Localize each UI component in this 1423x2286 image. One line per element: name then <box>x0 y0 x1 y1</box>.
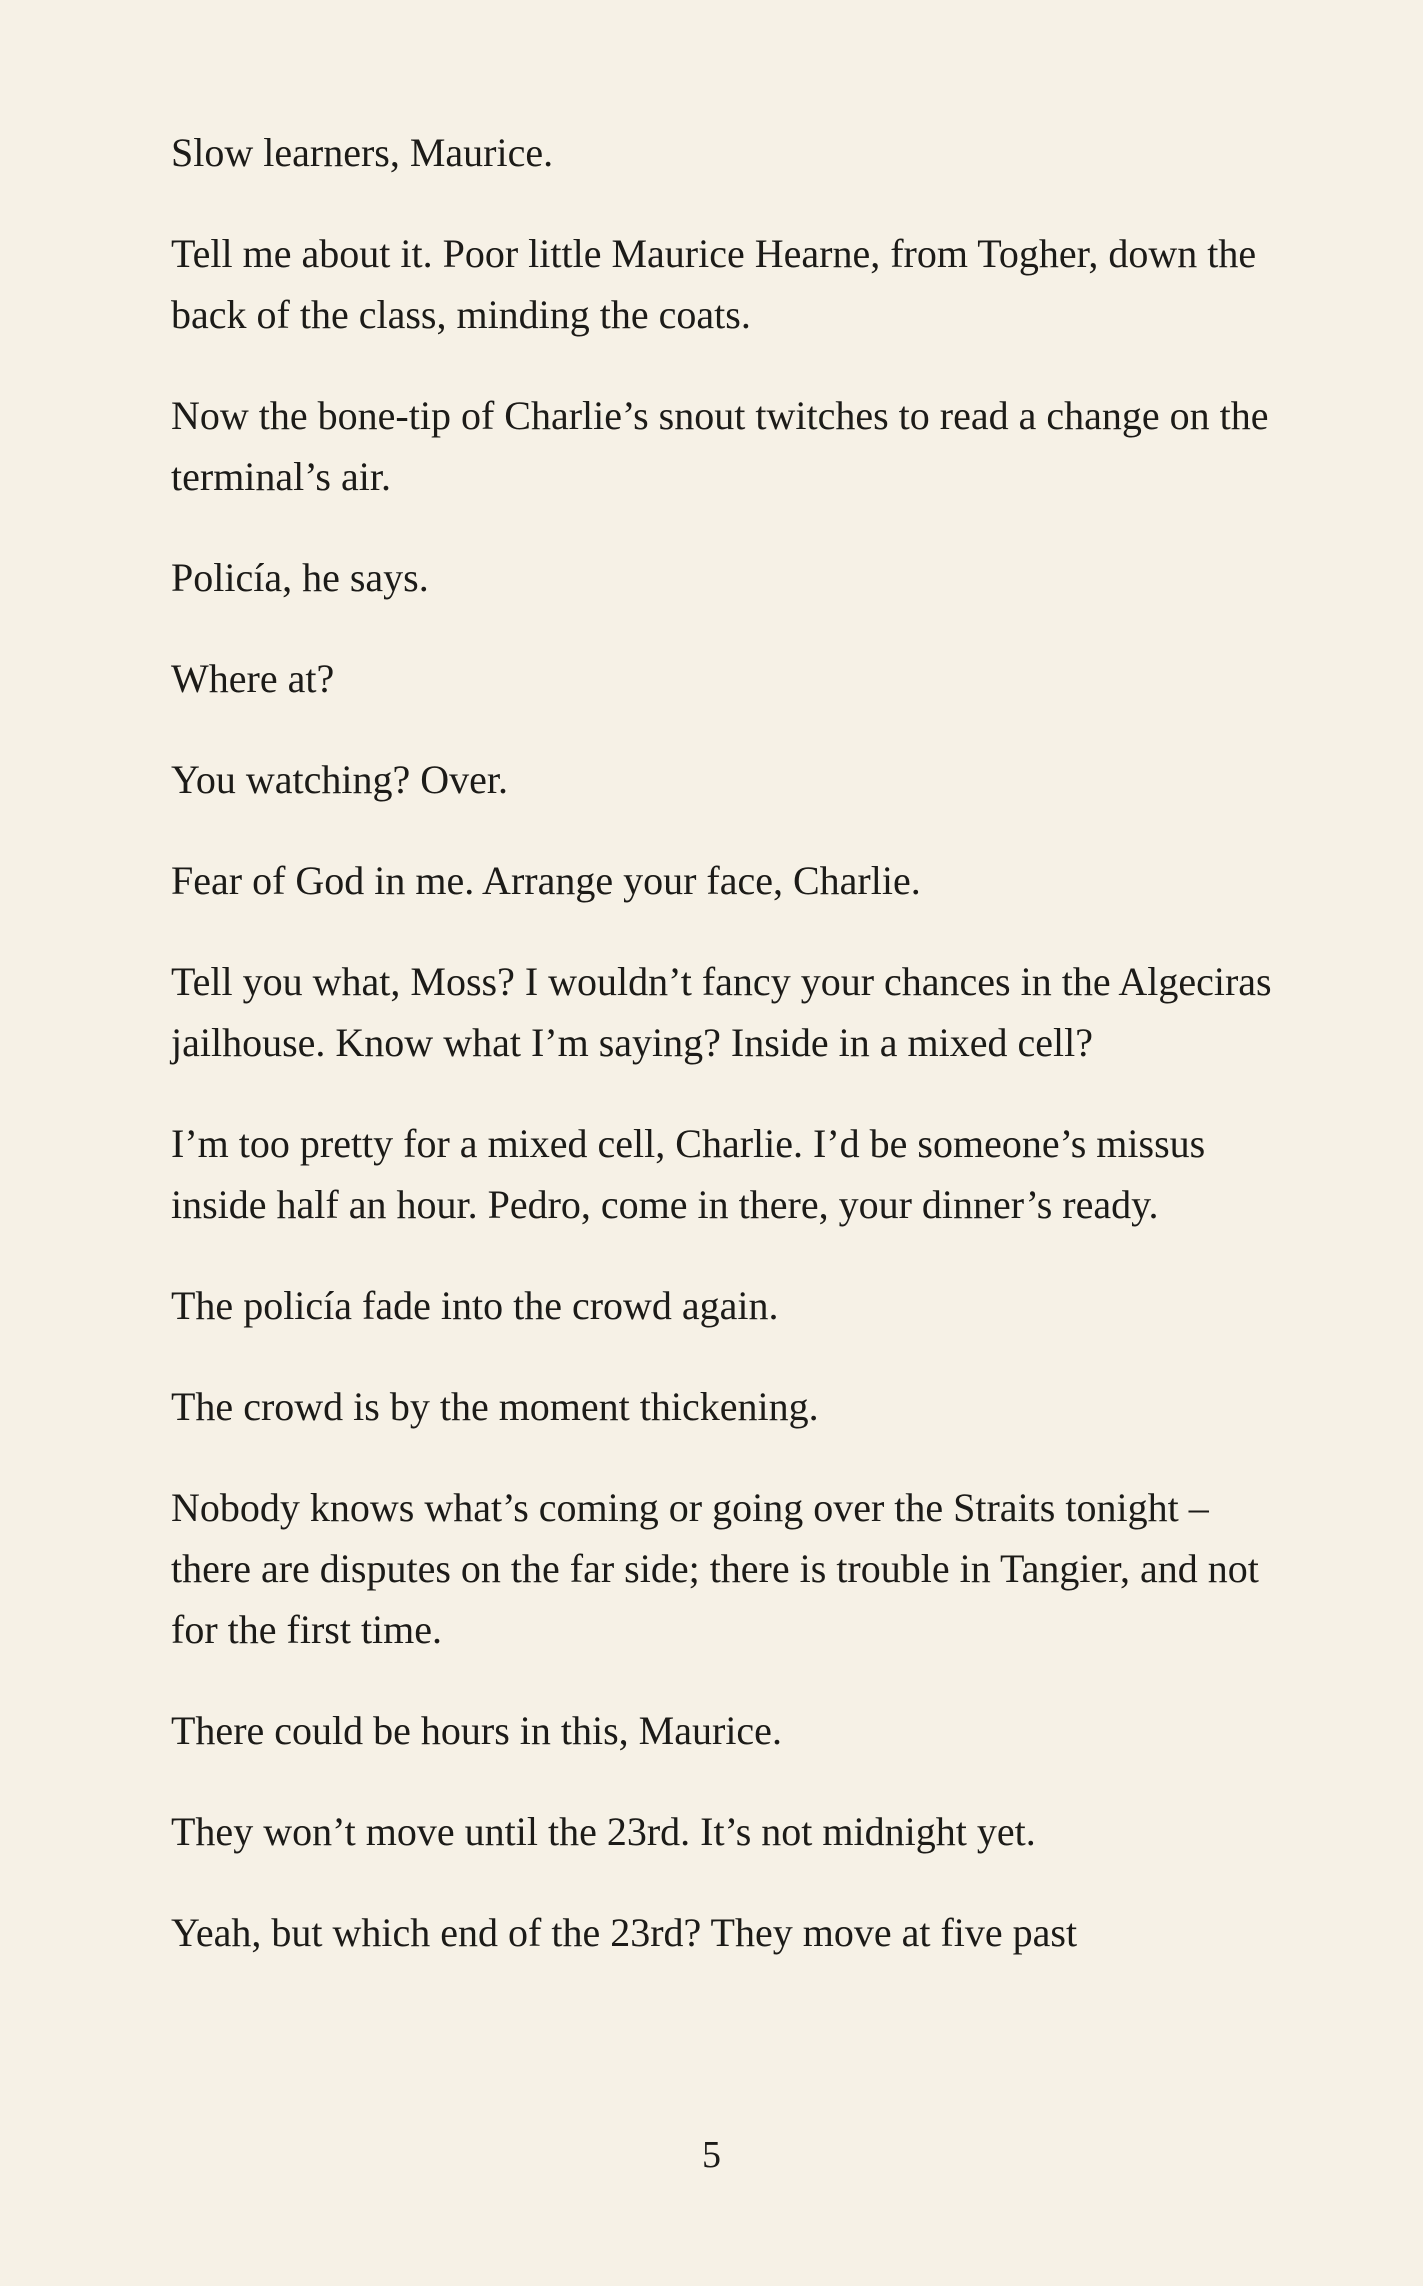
paragraph: There could be hours in this, Maurice. <box>171 1708 782 1753</box>
paragraph: The crowd is by the moment thickening. <box>171 1384 819 1429</box>
paragraph: The policía fade into the crowd again. <box>171 1283 779 1328</box>
paragraph: Where at? <box>171 656 335 701</box>
paragraph: Yeah, but which end of the 23rd? They move at five past <box>171 1910 1078 1955</box>
paragraph: Policía, he says. <box>171 555 429 600</box>
paragraph: Now the bone-tip of Charlie’s snout twitches to read a change on the terminal’s air. <box>171 393 1269 499</box>
paragraph: You watching? Over. <box>171 757 509 802</box>
paragraph: Fear of God in me. Arrange your face, Charlie. <box>171 858 921 903</box>
paragraph: Tell me about it. Poor little Maurice Hearne, from Togher, down the back of the class, minding the coats. <box>171 231 1257 337</box>
paragraph: They won’t move until the 23rd. It’s not midnight yet. <box>171 1809 1036 1854</box>
paragraph: I’m too pretty for a mixed cell, Charlie. I’d be someone’s missus inside half an hour. Pedro, come in there, your dinner’s ready. <box>171 1121 1206 1227</box>
paragraph: Nobody knows what’s coming or going over the Straits tonight – there are disputes on the far side; there is trouble in Tangier, and not for the first time. <box>171 1485 1259 1652</box>
page-number: 5 <box>702 2134 721 2176</box>
paragraph: Slow learners, Maurice. <box>171 130 554 175</box>
paragraph: Tell you what, Moss? I wouldn’t fancy your chances in the Algeciras jailhouse. Know what I’m saying? Inside in a mixed cell? <box>171 959 1272 1065</box>
body-text <box>171 122 1281 2003</box>
